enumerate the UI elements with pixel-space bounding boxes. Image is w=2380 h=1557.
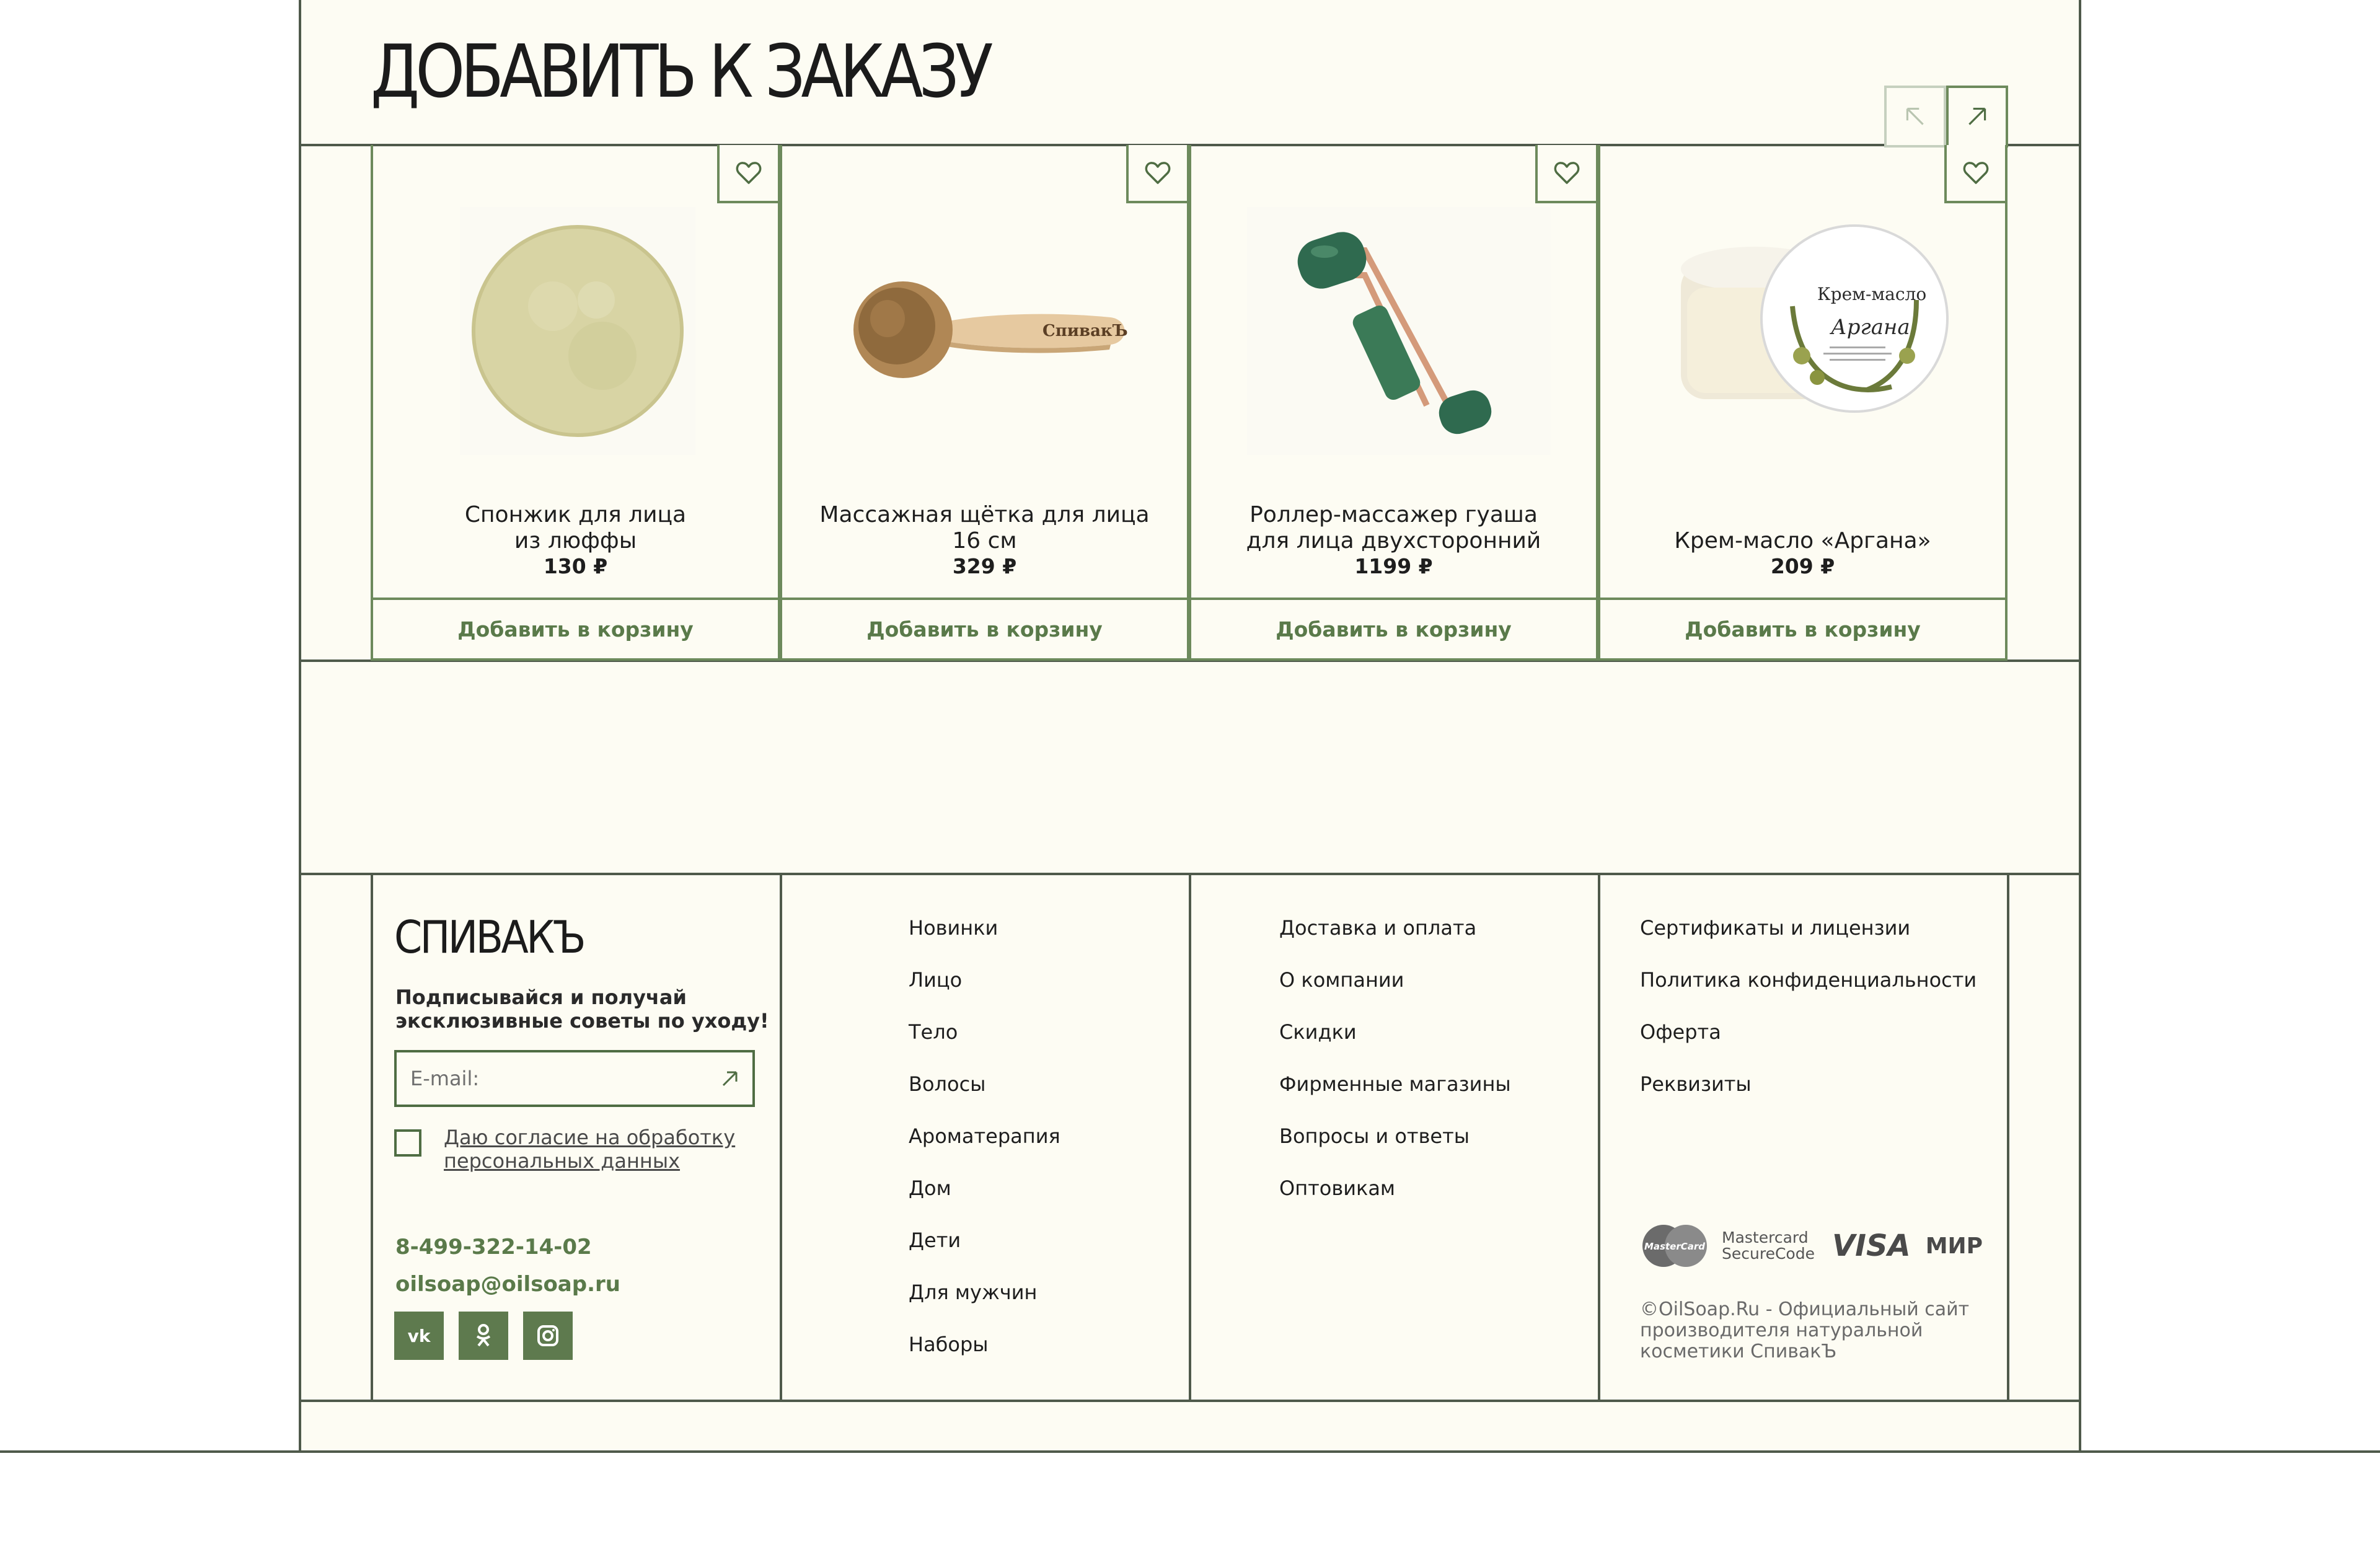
product-card[interactable]: [1598, 145, 2008, 661]
product-name[interactable]: Массажная щётка для лица 16 см: [819, 502, 1150, 554]
product-card[interactable]: [371, 145, 780, 661]
product-price: 209 ₽: [1770, 554, 1835, 578]
email-input[interactable]: [410, 1067, 695, 1090]
section-title: ДОБАВИТЬ К ЗАКАЗУ: [371, 29, 989, 114]
footer-link-wholesale[interactable]: Оптовикам: [1279, 1176, 1396, 1200]
email-subscribe-field[interactable]: [394, 1050, 755, 1107]
footer-link-hair[interactable]: Волосы: [909, 1072, 986, 1096]
product-card[interactable]: [780, 145, 1189, 661]
product-name[interactable]: Крем-масло «Аргана»: [1674, 528, 1931, 554]
page-bottom-line: [0, 1450, 2380, 1453]
product-card[interactable]: [1189, 145, 1598, 661]
footer-link-face[interactable]: Лицо: [909, 968, 963, 992]
product-image-argan-cream-jar[interactable]: [1650, 207, 1960, 455]
carousel-prev-button[interactable]: [1884, 86, 1946, 148]
payment-logos: [1640, 1224, 1983, 1268]
footer-link-sets[interactable]: Наборы: [909, 1333, 989, 1356]
product-price: 1199 ₽: [1354, 554, 1433, 578]
submit-arrow-icon[interactable]: [719, 1067, 741, 1090]
footer-link-certificates[interactable]: Сертификаты и лицензии: [1640, 916, 1911, 940]
footer-link-about[interactable]: О компании: [1279, 968, 1404, 992]
product-image-jade-roller[interactable]: [1241, 207, 1551, 455]
jar-subtitle-text: Аргана: [1831, 315, 1910, 340]
email-link[interactable]: oilsoap@oilsoap.ru: [395, 1272, 620, 1297]
arrow-up-left-icon: [1902, 104, 1928, 130]
svg-text:vk: vk: [407, 1326, 431, 1346]
product-name[interactable]: Роллер-массажер гуаша для лица двухсторонний: [1246, 502, 1541, 554]
visa-logo: VISA: [1831, 1228, 1911, 1263]
favorite-button[interactable]: [1944, 145, 2008, 203]
heart-icon: [736, 161, 762, 185]
footer-link-privacy[interactable]: Политика конфиденциальности: [1640, 968, 1977, 992]
heart-icon: [1963, 161, 1989, 185]
arrow-up-right-icon: [1964, 104, 1990, 130]
mastercard-logo: [1640, 1224, 1709, 1268]
favorite-button[interactable]: [717, 145, 780, 203]
consent-checkbox[interactable]: [394, 1129, 421, 1157]
footer-link-novinki[interactable]: Новинки: [909, 916, 998, 940]
odnoklassniki-icon: [469, 1321, 498, 1350]
product-price: 130 ₽: [543, 554, 608, 578]
add-to-cart-button[interactable]: Добавить в корзину: [371, 598, 780, 661]
footer-divider: [2007, 873, 2009, 1402]
mastercard-securecode: [1722, 1230, 1815, 1262]
heart-icon: [1145, 161, 1171, 185]
footer-menu-legal: [1640, 914, 1977, 1122]
add-to-cart-button[interactable]: Добавить в корзину: [1598, 598, 2008, 661]
mastercard-line1: Mastercard: [1722, 1228, 1809, 1246]
footer-link-men[interactable]: Для мужчин: [909, 1281, 1038, 1304]
product-image-face-brush[interactable]: [832, 207, 1142, 455]
consent-link[interactable]: Даю согласие на обработку персональных данных: [444, 1126, 736, 1173]
footer-menu-catalog: [909, 914, 1060, 1382]
instagram-icon: [534, 1321, 562, 1350]
mir-logo: МИР: [1925, 1233, 1983, 1259]
product-image-luffa-sponge[interactable]: [423, 207, 733, 455]
product-price: 329 ₽: [952, 554, 1017, 578]
instagram-button[interactable]: [523, 1312, 573, 1360]
favorite-button[interactable]: [1535, 145, 1598, 203]
carousel-next-button[interactable]: [1946, 86, 2008, 148]
footer-link-stores[interactable]: Фирменные магазины: [1279, 1072, 1511, 1096]
phone-link[interactable]: 8-499-322-14-02: [395, 1235, 592, 1259]
copyright-text: ©OilSoap.Ru - Официальный сайт производителя натуральной косметики СпивакЪ: [1640, 1299, 1970, 1362]
footer-link-delivery[interactable]: Доставка и оплата: [1279, 916, 1477, 940]
vk-button[interactable]: [394, 1312, 444, 1360]
product-name[interactable]: Спонжик для лица из люффы: [464, 502, 687, 554]
footer-divider: [1189, 873, 1191, 1402]
favorite-button[interactable]: [1126, 145, 1189, 203]
vk-icon: [405, 1321, 433, 1350]
footer-link-aromatherapy[interactable]: Ароматерапия: [909, 1124, 1060, 1148]
jar-title-text: Крем-масло: [1817, 284, 1927, 304]
add-to-cart-button[interactable]: Добавить в корзину: [780, 598, 1189, 661]
footer-logo[interactable]: СПИВАКЪ: [394, 911, 584, 963]
add-to-cart-button[interactable]: Добавить в корзину: [1189, 598, 1598, 661]
footer-divider: [780, 873, 782, 1402]
footer-link-requisites[interactable]: Реквизиты: [1640, 1072, 1752, 1096]
footer-link-home[interactable]: Дом: [909, 1176, 951, 1200]
odnoklassniki-button[interactable]: [459, 1312, 508, 1360]
footer-link-body[interactable]: Тело: [909, 1020, 958, 1044]
footer-link-faq[interactable]: Вопросы и ответы: [1279, 1124, 1470, 1148]
footer-divider: [371, 873, 373, 1402]
footer-divider: [1598, 873, 1600, 1402]
mastercard-badge-text: MasterCard: [1644, 1241, 1705, 1252]
footer-link-offer[interactable]: Оферта: [1640, 1020, 1721, 1044]
footer-link-discounts[interactable]: Скидки: [1279, 1020, 1357, 1044]
footer-menu-info: [1279, 914, 1511, 1226]
subscribe-text: Подписывайся и получай эксклюзивные советы по уходу!: [395, 986, 769, 1033]
footer-link-kids[interactable]: Дети: [909, 1228, 961, 1252]
heart-icon: [1554, 161, 1580, 185]
mastercard-line2: SecureCode: [1722, 1245, 1815, 1263]
brush-brand-text: СпивакЪ: [1042, 322, 1128, 340]
